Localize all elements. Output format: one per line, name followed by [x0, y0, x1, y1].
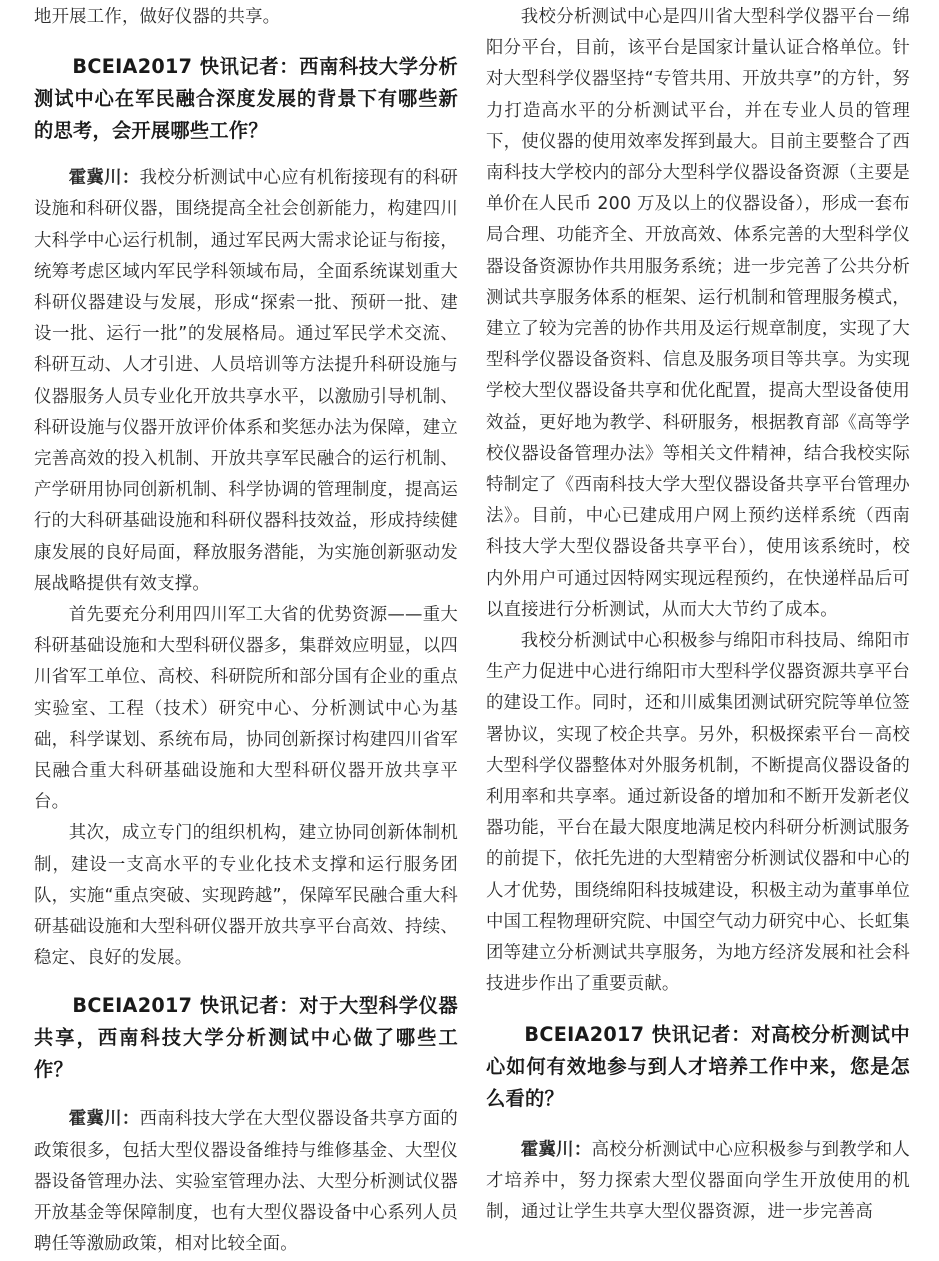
paragraph-organization: 其次，成立专门的组织机构，建立协同创新体制机制，建设一支高水平的专业化技术支撑和运行服务团队，实施“重点突破、实现跨越”，保障军民融合重大科研基础设施和大型科研仪器开放共享平台高效、持续、稳定、良好的发展。: [34, 823, 458, 969]
speaker-label: 霍冀川：: [68, 1109, 140, 1130]
right-column: [486, 0, 910, 1228]
answer-text-1: 我校分析测试中心应有机衔接现有的科研设施和科研仪器，围绕提高全社会创新能力，构建四川大科学中心运行机制，通过军民两大需求论证与衔接，统筹考虑区域内军民学科领域布局，全面系统谋划重大科研仪器建设与发展，形成“探索一批、预研一批、建设一批、运行一批”的发展格局。通过军民学术交流、科研互动、人才引进、人员培训等方法提升科研设施与仪器服务人员专业化开放共享水平，以激励引导机制、科研设施与仪器开放评价体系和奖惩办法为保障，建立完善高效的投入机制、开放共享军民融合的运行机制、产学研用协同创新机制、科学协调的管理制度，提高运行的大科研基础设施和科研仪器科技效益，形成持续健康发展的良好局面，释放服务潜能，为实施创新驱动发展战略提供有效支撑。: [34, 168, 458, 594]
answer-paragraph-3: [486, 1135, 910, 1229]
answer-text-3: 高校分析测试中心应积极参与到教学和人才培养中，努力探索大型仪器面向学生开放使用的机制，通过让学生共享大型仪器资源，进一步完善高: [486, 1139, 910, 1222]
speaker-label: 霍冀川：: [68, 168, 140, 189]
paragraph-mianyang: 我校分析测试中心积极参与绵阳市科技局、绵阳市生产力促进中心进行绵阳市大型科学仪器资源共享平台的建设工作。同时，还和川威集团测试研究院等单位签署协议，实现了校企共享。另外，积极探索平台－高校大型科学仪器整体对外服务机制，不断提高仪器设备的利用率和共享率。通过新设备的增加和不断开发新老仪器功能，平台在最大限度地满足校内科研分析测试服务的前提下，依托先进的大型精密分析测试仪器和中心的人才优势，围绕绵阳科技城建设，积极主动为董事单位中国工程物理研究院、中国空气动力研究中心、长虹集团等建立分析测试共享服务，为地方经济发展和社会科技进步作出了重要贡献。: [486, 631, 910, 995]
paragraph-platform: 我校分析测试中心是四川省大型科学仪器平台－绵阳分平台，目前，该平台是国家计量认证合格单位。针对大型科学仪器坚持“专管共用、开放共享”的方针，努力打造高水平的分析测试平台，并在专业人员的管理下，使仪器的使用效率发挥到最大。目前主要整合了西南科技大学校内的部分大型科学仪器设备资源（主要是单价在人民币 200 万及以上的仪器设备），形成一套布局合理、功能齐全、开放高效、体系完善的大型科学仪器设备资源协作共用服务系统；进一步完善了公共分析测试共享服务体系的框架、运行机制和管理服务模式，建立了较为完善的协作共用及运行规章制度，实现了大型科学仪器设备资料、信息及服务项目等共享。为实现学校大型仪器设备共享和优化配置，提高大型设备使用效益，更好地为教学、科研服务，根据教育部《高等学校仪器设备管理办法》等相关文件精神，结合我校实际特制定了《西南科技大学大型仪器设备共享平台管理办法》。目前，中心已建成用户网上预约送样系统（西南科技大学大型仪器设备共享平台），使用该系统时，校内外用户可通过因特网实现远程预约，在快递样品后可以直接进行分析测试，从而大大节约了成本。: [486, 7, 910, 620]
question-heading-2: BCEIA2017 快讯记者：对于大型科学仪器共享，西南科技大学分析测试中心做了哪些工作？: [34, 994, 458, 1082]
answer-paragraph-2: [34, 1104, 458, 1260]
question-heading-3: BCEIA2017 快讯记者：对高校分析测试中心如何有效地参与到人才培养工作中来，您是怎么看的？: [486, 1022, 910, 1110]
paragraph-resources: 首先要充分利用四川军工大省的优势资源——重大科研基础设施和大型科研仪器多，集群效应明显，以四川省军工单位、高校、科研院所和部分国有企业的重点实验室、工程（技术）研究中心、分析测试中心为基础，科学谋划、系统布局，协同创新探讨构建四川省军民融合重大科研基础设施和大型科研仪器开放共享平台。: [34, 605, 458, 813]
answer-paragraph-1: [34, 163, 458, 600]
left-column: [34, 0, 458, 1261]
question-heading-1: BCEIA2017 快讯记者：西南科技大学分析测试中心在军民融合深度发展的背景下有哪些新的思考，会开展哪些工作？: [34, 55, 458, 143]
answer-text-2: 西南科技大学在大型仪器设备共享方面的政策很多，包括大型仪器设备维持与维修基金、大型仪器设备管理办法、实验室管理办法、大型分析测试仪器开放基金等保障制度，也有大型仪器设备中心系列人员聘任等激励政策，相对比较全面。: [34, 1109, 458, 1255]
continuation-paragraph: 地开展工作，做好仪器的共享。: [34, 7, 281, 27]
speaker-label: 霍冀川：: [520, 1139, 592, 1160]
